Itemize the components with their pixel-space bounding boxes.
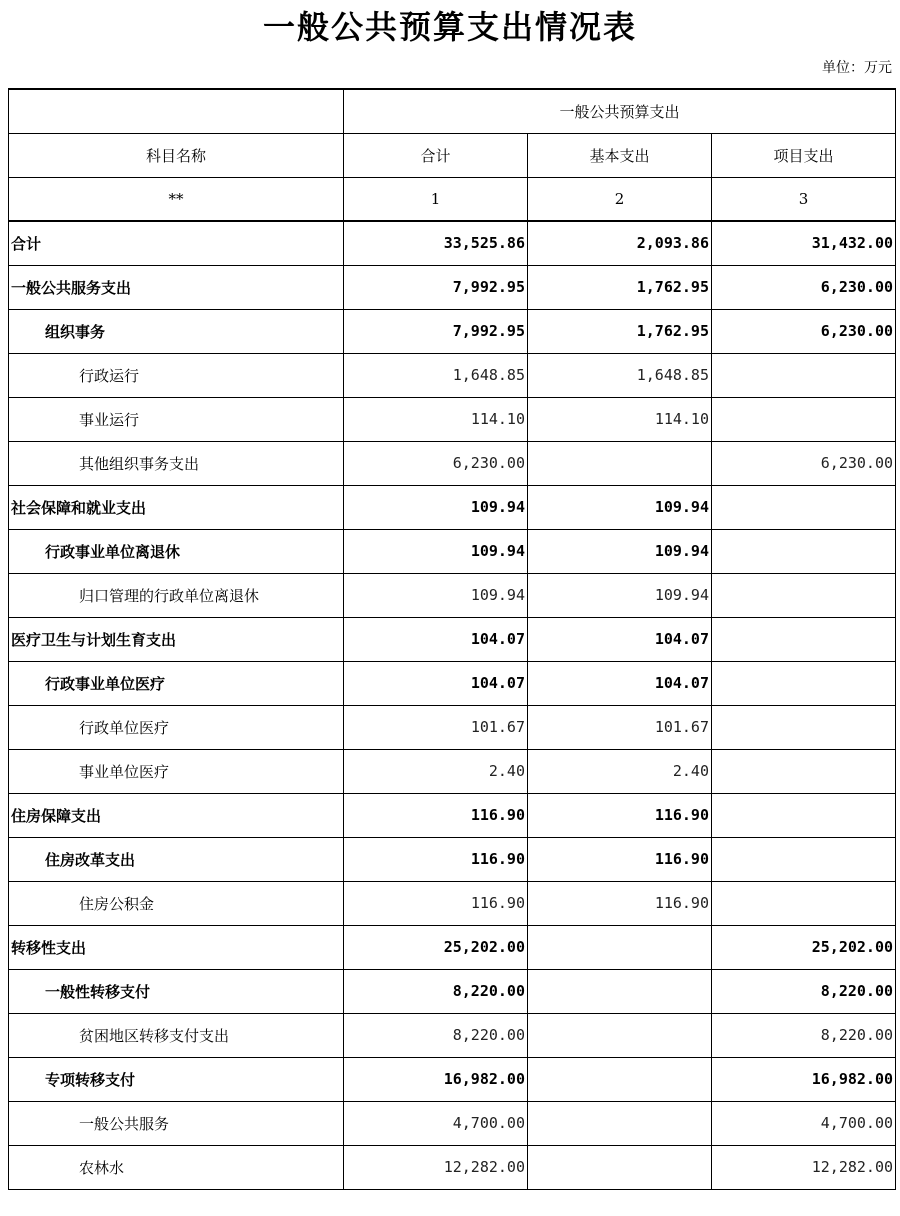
row-project-cell — [712, 353, 896, 397]
row-project-cell — [712, 573, 896, 617]
row-name-cell: 行政单位医疗 — [9, 705, 344, 749]
row-total-cell: 7,992.95 — [344, 265, 528, 309]
row-name-cell: 事业运行 — [9, 397, 344, 441]
row-name-cell: 社会保障和就业支出 — [9, 485, 344, 529]
row-project-cell: 16,982.00 — [712, 1057, 896, 1101]
row-basic-cell — [528, 969, 712, 1013]
table-row — [9, 1101, 896, 1145]
table-row — [9, 1145, 896, 1189]
row-basic-cell — [528, 1145, 712, 1189]
row-project-cell: 12,282.00 — [712, 1145, 896, 1189]
table-row — [9, 397, 896, 441]
row-total-cell: 6,230.00 — [344, 441, 528, 485]
row-total-cell: 104.07 — [344, 617, 528, 661]
row-total-cell: 33,525.86 — [344, 221, 528, 265]
row-project-cell — [712, 485, 896, 529]
row-basic-cell: 116.90 — [528, 793, 712, 837]
row-project-cell: 6,230.00 — [712, 265, 896, 309]
row-project-cell — [712, 661, 896, 705]
table-row — [9, 705, 896, 749]
table-row — [9, 221, 896, 265]
row-name-cell: 医疗卫生与计划生育支出 — [9, 617, 344, 661]
row-name-cell: 专项转移支付 — [9, 1057, 344, 1101]
row-total-cell: 12,282.00 — [344, 1145, 528, 1189]
row-total-cell: 116.90 — [344, 793, 528, 837]
row-project-cell: 8,220.00 — [712, 969, 896, 1013]
row-total-cell: 1,648.85 — [344, 353, 528, 397]
row-project-cell: 25,202.00 — [712, 925, 896, 969]
row-project-cell — [712, 749, 896, 793]
header-group-label: 一般公共预算支出 — [344, 89, 896, 133]
row-project-cell: 31,432.00 — [712, 221, 896, 265]
row-project-cell — [712, 397, 896, 441]
table-row — [9, 837, 896, 881]
row-project-cell — [712, 793, 896, 837]
header-index-row — [9, 177, 896, 221]
row-name-cell: 一般公共服务 — [9, 1101, 344, 1145]
row-total-cell: 4,700.00 — [344, 1101, 528, 1145]
row-name-cell: 行政事业单位离退休 — [9, 529, 344, 573]
table-row — [9, 1057, 896, 1101]
header-idx-total: 1 — [344, 177, 528, 221]
row-basic-cell: 114.10 — [528, 397, 712, 441]
table-row — [9, 573, 896, 617]
row-name-cell: 住房改革支出 — [9, 837, 344, 881]
row-basic-cell — [528, 1057, 712, 1101]
table-row — [9, 265, 896, 309]
header-col-name: 科目名称 — [9, 133, 344, 177]
header-col-basic: 基本支出 — [528, 133, 712, 177]
header-col-project: 项目支出 — [712, 133, 896, 177]
row-total-cell: 25,202.00 — [344, 925, 528, 969]
row-name-cell: 住房公积金 — [9, 881, 344, 925]
row-total-cell: 104.07 — [344, 661, 528, 705]
row-basic-cell: 1,648.85 — [528, 353, 712, 397]
header-idx-basic: 2 — [528, 177, 712, 221]
row-total-cell: 109.94 — [344, 529, 528, 573]
row-project-cell — [712, 705, 896, 749]
table-row — [9, 1013, 896, 1057]
header-idx-project: 3 — [712, 177, 896, 221]
row-basic-cell: 116.90 — [528, 837, 712, 881]
row-project-cell: 8,220.00 — [712, 1013, 896, 1057]
row-total-cell: 109.94 — [344, 485, 528, 529]
row-basic-cell: 116.90 — [528, 881, 712, 925]
row-project-cell — [712, 617, 896, 661]
row-basic-cell: 109.94 — [528, 529, 712, 573]
unit-label: 单位：万元 — [822, 60, 892, 76]
header-idx-name: ** — [9, 177, 344, 221]
row-total-cell: 114.10 — [344, 397, 528, 441]
row-total-cell: 2.40 — [344, 749, 528, 793]
header-column-row — [9, 133, 896, 177]
row-name-cell: 行政事业单位医疗 — [9, 661, 344, 705]
header-group-row — [9, 89, 896, 133]
table-row — [9, 485, 896, 529]
table-row — [9, 969, 896, 1013]
row-name-cell: 一般性转移支付 — [9, 969, 344, 1013]
row-total-cell: 101.67 — [344, 705, 528, 749]
table-row — [9, 353, 896, 397]
row-name-cell: 贫困地区转移支付支出 — [9, 1013, 344, 1057]
row-basic-cell: 2,093.86 — [528, 221, 712, 265]
table-row — [9, 529, 896, 573]
row-project-cell: 6,230.00 — [712, 309, 896, 353]
table-row — [9, 661, 896, 705]
row-basic-cell: 109.94 — [528, 573, 712, 617]
row-total-cell: 16,982.00 — [344, 1057, 528, 1101]
row-total-cell: 8,220.00 — [344, 969, 528, 1013]
row-name-cell: 住房保障支出 — [9, 793, 344, 837]
row-name-cell: 归口管理的行政单位离退休 — [9, 573, 344, 617]
row-project-cell: 4,700.00 — [712, 1101, 896, 1145]
table-row — [9, 617, 896, 661]
row-basic-cell: 109.94 — [528, 485, 712, 529]
row-project-cell — [712, 529, 896, 573]
row-total-cell: 116.90 — [344, 837, 528, 881]
budget-table — [8, 88, 896, 1190]
row-basic-cell: 1,762.95 — [528, 309, 712, 353]
page-title: 一般公共预算支出情况表 — [262, 8, 637, 46]
table-row — [9, 793, 896, 837]
header-blank-cell — [9, 89, 344, 133]
table-row — [9, 925, 896, 969]
row-total-cell: 116.90 — [344, 881, 528, 925]
row-basic-cell — [528, 925, 712, 969]
row-name-cell: 其他组织事务支出 — [9, 441, 344, 485]
row-total-cell: 109.94 — [344, 573, 528, 617]
row-name-cell: 组织事务 — [9, 309, 344, 353]
header-col-total: 合计 — [344, 133, 528, 177]
row-basic-cell: 101.67 — [528, 705, 712, 749]
table-row — [9, 309, 896, 353]
row-basic-cell — [528, 1101, 712, 1145]
row-project-cell — [712, 881, 896, 925]
row-name-cell: 一般公共服务支出 — [9, 265, 344, 309]
row-basic-cell: 2.40 — [528, 749, 712, 793]
row-project-cell: 6,230.00 — [712, 441, 896, 485]
table-row — [9, 441, 896, 485]
row-basic-cell — [528, 441, 712, 485]
row-name-cell: 转移性支出 — [9, 925, 344, 969]
row-name-cell: 合计 — [9, 221, 344, 265]
row-name-cell: 事业单位医疗 — [9, 749, 344, 793]
row-total-cell: 7,992.95 — [344, 309, 528, 353]
row-total-cell: 8,220.00 — [344, 1013, 528, 1057]
table-row — [9, 749, 896, 793]
row-basic-cell: 104.07 — [528, 661, 712, 705]
row-basic-cell — [528, 1013, 712, 1057]
table-row — [9, 881, 896, 925]
row-name-cell: 行政运行 — [9, 353, 344, 397]
row-basic-cell: 104.07 — [528, 617, 712, 661]
row-name-cell: 农林水 — [9, 1145, 344, 1189]
row-basic-cell: 1,762.95 — [528, 265, 712, 309]
row-project-cell — [712, 837, 896, 881]
